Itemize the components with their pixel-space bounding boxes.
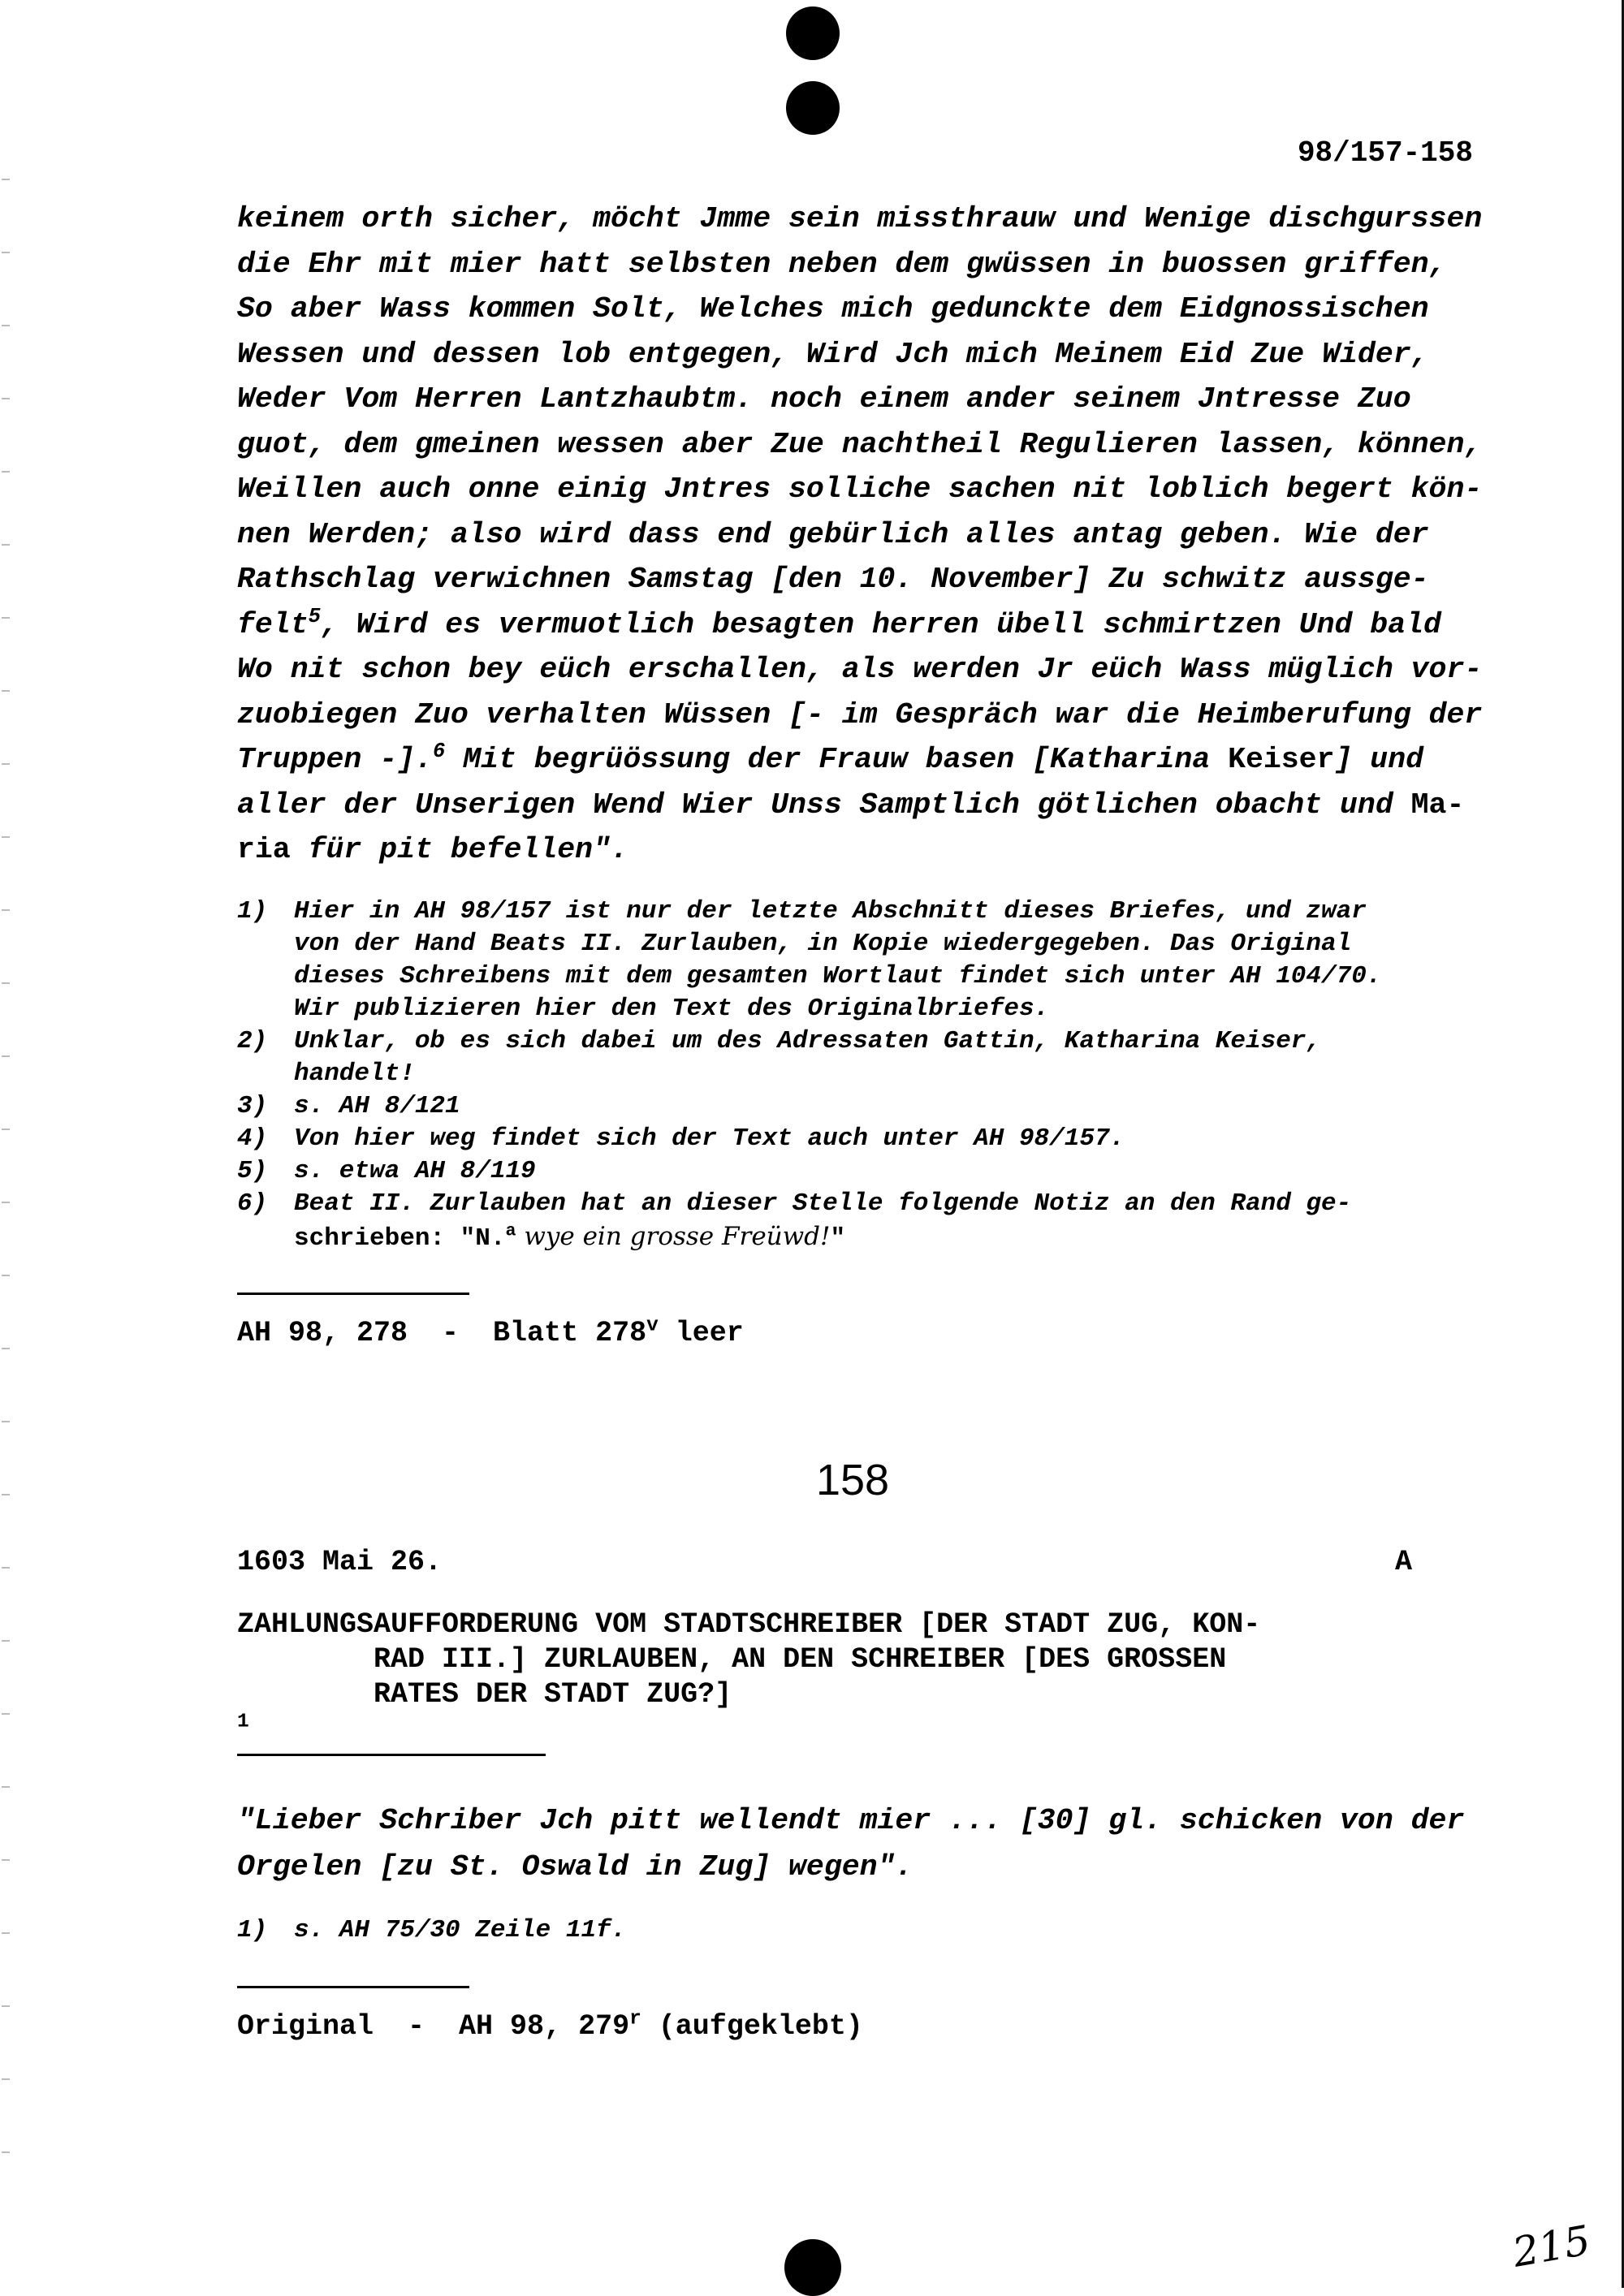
footnote-line	[294, 1220, 1488, 1255]
footnote-ref-1: 1	[237, 1711, 249, 1733]
text-line	[237, 827, 1488, 873]
scan-edge-marks	[2, 146, 10, 2176]
footnote-number: 1)	[237, 897, 268, 926]
footnote-number: 2)	[237, 1027, 268, 1055]
superscript-v: v	[646, 1314, 659, 1337]
footnote-line: s. AH 8/121	[294, 1092, 460, 1120]
document-type: A	[1395, 1546, 1413, 1578]
footnote	[237, 1155, 1488, 1188]
footnote-line: Von hier weg findet sich der Text auch unter AH 98/157.	[294, 1124, 1125, 1153]
footnote-line: Beat II. Zurlauben hat an dieser Stelle folgende Notiz an den Rand ge-	[294, 1189, 1352, 1218]
quote-line: Orgelen [zu St. Oswald in Zug] wegen".	[237, 1850, 914, 1884]
text-line: So aber Wass kommen Solt, Welches mich gedunckte dem Eidgnossischen	[237, 292, 1429, 326]
text-segment: , Wird es vermuotlich besagten herren übell schmirtzen Und bald	[320, 607, 1441, 641]
superscript-a: a	[505, 1220, 516, 1241]
text-line: Wessen und dessen lob entgegen, Wird Jch mich Meinem Eid Zue Wider,	[237, 337, 1429, 371]
text-line: zuobiegen Zuo verhalten Wüssen [- im Gespräch war die Heimberufung der	[237, 697, 1483, 732]
text-segment: Truppen -].	[237, 743, 433, 776]
text-line	[237, 737, 1488, 783]
footnote	[237, 1090, 1488, 1123]
text-line: keinem orth sicher, möcht Jmme sein missthrauw und Wenige dischgurssen	[237, 202, 1483, 235]
text-segment: leer	[658, 1317, 744, 1349]
quote-line: "Lieber Schriber Jch pitt wellendt mier ... [30] gl. schicken von der	[237, 1804, 1465, 1837]
text-segment: für pit befellen".	[290, 833, 628, 866]
title-line: RAD III.] ZURLAUBEN, AN DEN SCHREIBER [DES GROSSEN	[237, 1643, 1227, 1676]
text-segment: aller der Unserigen Wend Wier Unss Samptlich götlichen obacht und	[237, 788, 1411, 822]
superscript-r: r	[629, 2008, 641, 2031]
name-maria-part2: ria	[237, 833, 291, 866]
title-line	[237, 1677, 1260, 1747]
text-line: guot, dem gmeinen wessen aber Zue nachtheil Regulieren lassen, können,	[237, 427, 1483, 461]
footnote	[237, 1188, 1488, 1255]
handwritten-note: wye ein grosse Freüwd!	[516, 1222, 831, 1251]
footnote-line: Hier in AH 98/157 ist nur der letzte Abschnitt dieses Briefes, und zwar	[294, 897, 1367, 926]
name-keiser: Keiser	[1228, 743, 1335, 776]
text-segment: (aufgeklebt)	[641, 2010, 863, 2043]
text-segment: RATES DER STADT ZUG?]	[237, 1678, 732, 1711]
text-line: nen Werden; also wird dass end gebürlich alles antag geben. Wie der	[237, 517, 1429, 551]
text-segment: "	[830, 1224, 846, 1253]
separator-rule	[237, 1986, 469, 1988]
footnote-line: dieses Schreibens mit dem gesamten Wortlaut findet sich unter AH 104/70.	[294, 962, 1382, 990]
text-segment: felt	[237, 607, 309, 641]
quoted-text	[237, 1798, 1464, 1890]
footnote-line: s. AH 75/30 Zeile 11f.	[294, 1916, 627, 1944]
footnote-number: 4)	[237, 1124, 268, 1153]
text-segment: Mit begrüössung der Frauw basen [Katharina	[445, 743, 1229, 776]
footnote-line: Unklar, ob es sich dabei um des Adressaten Gattin, Katharina Keiser,	[294, 1027, 1322, 1055]
footnote-line: handelt!	[294, 1060, 415, 1088]
footnote-number: 5)	[237, 1157, 268, 1185]
footnote-line: von der Hand Beats II. Zurlauben, in Kopie wiedergegeben. Das Original	[294, 930, 1352, 958]
title-line: ZAHLUNGSAUFFORDERUNG VOM STADTSCHREIBER [DER STADT ZUG, KON-	[237, 1608, 1261, 1641]
footnote	[237, 1914, 1488, 1947]
footnote-number: 1)	[237, 1916, 268, 1944]
text-segment: Original - AH 98, 279	[237, 2010, 630, 2043]
text-line: Wo nit schon bey eüch erschallen, als werden Jr eüch Wass müglich vor-	[237, 653, 1483, 686]
text-line	[237, 602, 1488, 648]
text-line: Weder Vom Herren Lantzhaubtm. noch einem ander seinem Jntresse Zuo	[237, 382, 1411, 416]
text-line: Weillen auch onne einig Jntres solliche sachen nit loblich begert kön-	[237, 473, 1483, 506]
footnote-line: Wir publizieren hier den Text des Originalbriefes.	[294, 995, 1050, 1023]
separator-rule	[237, 1754, 546, 1756]
document-date: 1603 Mai 26.	[237, 1546, 443, 1578]
footnote	[237, 896, 1488, 1025]
footnote	[237, 1123, 1488, 1155]
footnote-ref-6: 6	[432, 739, 446, 763]
text-segment: schrieben: "N.	[294, 1224, 506, 1253]
document-number: 158	[815, 1456, 890, 1504]
handwritten-page-number: 215	[1509, 2216, 1594, 2277]
page-reference: 98/157-158	[1297, 136, 1473, 170]
text-line	[237, 783, 1488, 828]
punch-hole-top	[786, 6, 840, 60]
text-line: die Ehr mit mier hatt selbsten neben dem gwüssen in buossen griffen,	[237, 247, 1447, 281]
text-segment: ] und	[1334, 743, 1424, 776]
text-segment: AH 98, 278 - Blatt 278	[237, 1317, 647, 1349]
footnote-ref-5: 5	[308, 604, 321, 628]
letter-text	[237, 196, 1488, 873]
name-maria-part1: Ma-	[1410, 788, 1465, 822]
footnote-number: 6)	[237, 1189, 268, 1218]
document-title	[237, 1608, 1260, 1747]
footnote	[237, 1025, 1488, 1090]
source-note	[237, 2010, 863, 2043]
footnote-line: s. etwa AH 8/119	[294, 1157, 536, 1185]
source-note	[237, 1314, 744, 1349]
footnote-number: 3)	[237, 1092, 268, 1120]
separator-rule	[237, 1293, 469, 1295]
text-line: Rathschlag verwichnen Samstag [den 10. November] Zu schwitz aussge-	[237, 563, 1429, 596]
punch-hole-second	[786, 81, 840, 135]
